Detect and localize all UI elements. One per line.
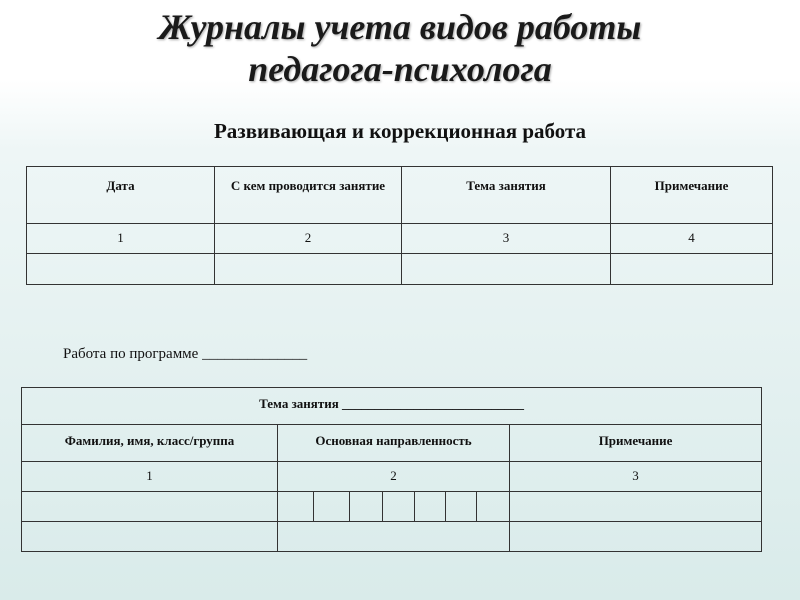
table-number-row [22, 462, 762, 492]
page-title [0, 6, 800, 90]
topic-cell: Тема занятия ____________________________ [22, 388, 762, 425]
column-number: 4 [611, 224, 773, 254]
section-subtitle: Развивающая и коррекционная работа [213, 119, 587, 143]
table-cell [611, 254, 773, 285]
table-cell [350, 492, 383, 522]
header-topic: Тема занятия [402, 167, 611, 224]
table-cell [510, 492, 762, 522]
program-line: Работа по программе ______________ [63, 346, 308, 362]
column-number: 2 [278, 462, 510, 492]
title-line-2: педагога-психолога [248, 49, 552, 89]
table-cell [22, 522, 278, 552]
header-with-whom: С кем проводится занятие [215, 167, 402, 224]
table-cell [415, 492, 446, 522]
table-cell [477, 492, 510, 522]
column-number: 1 [22, 462, 278, 492]
header-note: Примечание [510, 425, 762, 462]
table-cell [314, 492, 350, 522]
topic-row [22, 388, 762, 425]
table-row [22, 492, 762, 522]
column-number: 3 [402, 224, 611, 254]
table-header-row [22, 425, 762, 462]
table-row [27, 254, 773, 285]
table-cell [446, 492, 477, 522]
header-student: Фамилия, имя, класс/группа [22, 425, 278, 462]
table-cell [215, 254, 402, 285]
table-cell [22, 492, 278, 522]
table-cell [278, 492, 314, 522]
table-cell [383, 492, 415, 522]
table-cell [402, 254, 611, 285]
table-number-row [27, 224, 773, 254]
header-direction: Основная направленность [278, 425, 510, 462]
header-date: Дата [27, 167, 215, 224]
program-work-table [21, 387, 762, 552]
developmental-work-table [26, 166, 773, 285]
table-header-row [27, 167, 773, 224]
table-row [22, 522, 762, 552]
column-number: 1 [27, 224, 215, 254]
title-line-1: Журналы учета видов работы [158, 7, 642, 47]
table-cell [27, 254, 215, 285]
header-note: Примечание [611, 167, 773, 224]
column-number: 3 [510, 462, 762, 492]
column-number: 2 [215, 224, 402, 254]
table-cell [278, 522, 510, 552]
table-cell [510, 522, 762, 552]
